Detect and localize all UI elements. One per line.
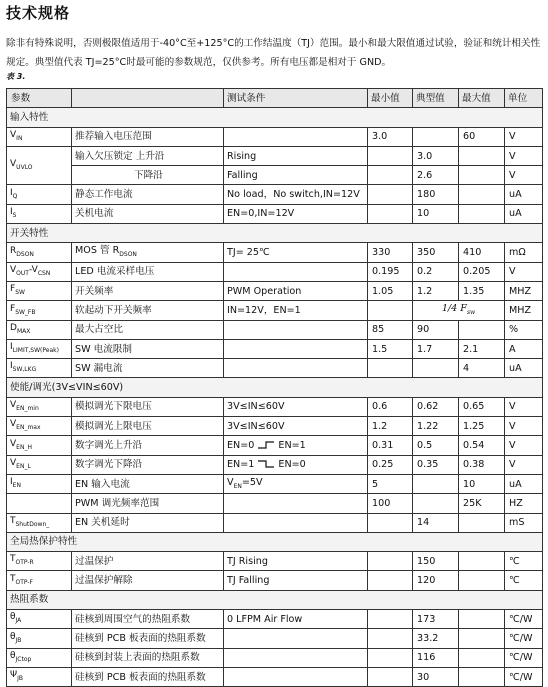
max-value: 1.25: [459, 417, 505, 436]
param-symbol: [7, 667, 72, 686]
sym-sub: ShutDown_: [15, 520, 50, 528]
max-value: [459, 185, 505, 204]
unit-value: ℃: [505, 552, 543, 571]
min-value: [368, 301, 413, 320]
sym-sub: Q: [12, 192, 18, 200]
sym-main: θ: [10, 612, 16, 623]
sym-main: θ: [10, 631, 16, 642]
sym-sub: JB: [17, 674, 23, 682]
typ-value: 120: [413, 571, 459, 590]
test-cond: IN=12V，EN=1: [224, 301, 368, 320]
min-value: 0.31: [368, 436, 413, 455]
sym-main: I: [10, 207, 13, 218]
min-value: 85: [368, 320, 413, 339]
unit-value: V: [505, 417, 543, 436]
table-row: [7, 417, 543, 436]
sym-sub: S: [12, 211, 17, 219]
param-desc: 推荐输入电压范围: [72, 127, 224, 146]
sym-main-2: -V: [28, 264, 38, 275]
typ-value: 33.2: [413, 629, 459, 648]
typ-value: [413, 359, 459, 378]
header-typ: 典型值: [413, 89, 459, 108]
typ-value: 180: [413, 185, 459, 204]
sym-sub: EN_max: [16, 424, 41, 432]
min-value: [368, 359, 413, 378]
param-desc: 关机电流: [72, 204, 224, 223]
sym-sub: OTP-R: [15, 559, 34, 567]
cond-before: EN=0: [227, 439, 255, 451]
param-symbol: [7, 436, 72, 455]
min-value: [368, 146, 413, 165]
param-symbol: [7, 494, 72, 513]
table-row: [7, 474, 543, 493]
test-cond: [224, 629, 368, 648]
section-row: [7, 378, 543, 397]
sym-main: T: [10, 573, 16, 584]
typ-value: 1.2: [413, 281, 459, 300]
sym-main: R: [10, 245, 17, 256]
max-value: [459, 629, 505, 648]
section-row: [7, 224, 543, 243]
min-value: [368, 610, 413, 629]
unit-value: V: [505, 166, 543, 185]
table-row: [7, 243, 543, 262]
header-cond: 测试条件: [224, 89, 368, 108]
param-symbol: [7, 262, 72, 281]
min-value: 0.6: [368, 397, 413, 416]
sym-main: I: [10, 361, 13, 372]
typ-value: 0.35: [413, 455, 459, 474]
param-symbol: [7, 146, 72, 185]
table-label: 表 3.: [6, 72, 26, 81]
intro-paragraph: 除非有特殊说明，否则极限值适用于-40°C至+125°C的工作结温度（TJ）范围。最小和最大限值通过试验，验证和统计相关性规定。典型值代表 TJ=25°C时最可能的参数规范，仅供参考。所有电压都是相对于 GND。: [6, 38, 541, 68]
typ-value: 90: [413, 320, 459, 339]
max-value: 25K: [459, 494, 505, 513]
test-cond: TJ Falling: [224, 571, 368, 590]
typ-value: [413, 494, 459, 513]
sym-sub: EN_min: [16, 404, 39, 412]
max-value: 0.65: [459, 397, 505, 416]
param-desc: 下降沿: [72, 166, 224, 185]
table-row: [7, 166, 543, 185]
unit-value: ℃/W: [505, 610, 543, 629]
table-row: [7, 320, 543, 339]
sym-main: Ψ: [10, 670, 18, 681]
min-value: 1.5: [368, 339, 413, 358]
sym-main: T: [10, 554, 16, 565]
table-row: [7, 455, 543, 474]
spec-table: [6, 88, 543, 687]
min-value: 3.0: [368, 127, 413, 146]
section-title: 输入特性: [7, 108, 543, 127]
unit-value: mS: [505, 513, 543, 532]
section-title: 热阻系数: [7, 590, 543, 609]
cond-before: EN=1: [227, 459, 255, 471]
test-cond: 3V≤IN≤60V: [224, 417, 368, 436]
sym-sub: UVLO: [16, 163, 33, 171]
table-row: [7, 552, 543, 571]
unit-value: V: [505, 436, 543, 455]
sym-main: V: [10, 158, 17, 169]
table-row: [7, 629, 543, 648]
min-value: 330: [368, 243, 413, 262]
sym-sub: OTP-F: [15, 578, 33, 586]
min-value: [368, 513, 413, 532]
typ-value: [413, 127, 459, 146]
param-symbol: [7, 281, 72, 300]
param-desc: SW 电流限制: [72, 339, 224, 358]
max-value: 410: [459, 243, 505, 262]
header-max: 最大值: [459, 89, 505, 108]
min-value: 0.195: [368, 262, 413, 281]
sym-main: V: [10, 400, 17, 410]
typ-value: 173: [413, 610, 459, 629]
sym-sub: IN: [16, 134, 23, 142]
max-value: 2.1: [459, 339, 505, 358]
param-desc: SW 漏电流: [72, 359, 224, 378]
param-symbol: [7, 455, 72, 474]
typ-value: [413, 301, 505, 320]
max-value: [459, 513, 505, 532]
sym-sub: SW: [15, 289, 25, 297]
table-row: [7, 648, 543, 667]
min-value: [368, 166, 413, 185]
min-value: [368, 648, 413, 667]
param-desc: PWM 调光频率范围: [72, 494, 224, 513]
section-row: [7, 532, 543, 551]
param-desc: 硅核到 PCB 板表面的热阻系数: [72, 667, 224, 686]
min-value: 1.05: [368, 281, 413, 300]
test-cond: No load，No switch,IN=12V: [224, 185, 368, 204]
max-value: [459, 667, 505, 686]
param-symbol: [7, 417, 72, 436]
unit-value: V: [505, 127, 543, 146]
test-cond: [224, 513, 368, 532]
param-desc: 开关频率: [72, 281, 224, 300]
max-value: 1.35: [459, 281, 505, 300]
section-title: 全局热保护特性: [7, 532, 543, 551]
typ-value: 30: [413, 667, 459, 686]
param-desc: 最大占空比: [72, 320, 224, 339]
min-value: 0.25: [368, 455, 413, 474]
min-value: [368, 552, 413, 571]
table-row: [7, 667, 543, 686]
cond-tail: =5V: [241, 476, 263, 488]
test-cond: TJ= 25℃: [224, 243, 368, 262]
param-symbol: [7, 610, 72, 629]
param-symbol: [7, 320, 72, 339]
max-value: [459, 648, 505, 667]
section-row: [7, 108, 543, 127]
sym-main: F: [10, 284, 16, 295]
typ-value: 0.2: [413, 262, 459, 281]
min-value: [368, 667, 413, 686]
unit-value: V: [505, 262, 543, 281]
table-row: [7, 204, 543, 223]
param-symbol: [7, 648, 72, 667]
test-cond: [224, 262, 368, 281]
typ-main: 1/4 F: [441, 302, 467, 314]
param-symbol: [7, 185, 72, 204]
unit-value: V: [505, 455, 543, 474]
table-row: [7, 494, 543, 513]
typ-value: 14: [413, 513, 459, 532]
param-desc: LED 电流采样电压: [72, 262, 224, 281]
table-row: [7, 301, 543, 320]
unit-value: uA: [505, 474, 543, 493]
test-cond: [224, 320, 368, 339]
page-title: 技术规格: [6, 4, 71, 22]
typ-value: 10: [413, 204, 459, 223]
section-row: [7, 590, 543, 609]
unit-value: HZ: [505, 494, 543, 513]
sym-sub: SW,LKG: [12, 366, 37, 374]
cond-sub: EN: [233, 482, 242, 490]
sym-main: V: [10, 457, 17, 468]
param-symbol: [7, 359, 72, 378]
param-desc: 硅核到封装上表面的热阻系数: [72, 648, 224, 667]
unit-value: ℃/W: [505, 629, 543, 648]
unit-value: ℃/W: [505, 648, 543, 667]
param-desc: 软起动下开关频率: [72, 301, 224, 320]
param-desc: 硅核到周围空气的热阻系数: [72, 610, 224, 629]
max-value: [459, 166, 505, 185]
test-cond: [224, 127, 368, 146]
param-symbol: [7, 474, 72, 493]
sym-sub: EN: [12, 481, 21, 489]
param-desc: EN 输入电流: [72, 474, 224, 493]
table-row: [7, 185, 543, 204]
min-value: [368, 204, 413, 223]
sym-sub-2: CSN: [37, 269, 51, 277]
table-row: [7, 513, 543, 532]
sym-main: I: [10, 477, 13, 488]
sym-main: θ: [10, 650, 16, 661]
typ-value: 1.7: [413, 339, 459, 358]
header-blank: [72, 89, 224, 108]
test-cond: TJ Rising: [224, 552, 368, 571]
min-value: [368, 629, 413, 648]
test-cond: [224, 648, 368, 667]
test-cond: Falling: [224, 166, 368, 185]
param-desc: 输入欠压锁定 上升沿: [72, 146, 224, 165]
test-cond: 0 LFPM Air Flow: [224, 610, 368, 629]
cond-after: EN=1: [278, 439, 306, 451]
param-symbol: [7, 204, 72, 223]
test-cond: [224, 494, 368, 513]
unit-value: %: [505, 320, 543, 339]
param-desc: 模拟调光上限电压: [72, 417, 224, 436]
param-desc: 数字调光上升沿: [72, 436, 224, 455]
min-value: [368, 571, 413, 590]
max-value: [459, 552, 505, 571]
sym-main: I: [10, 187, 13, 198]
sym-main: F: [10, 303, 16, 314]
sym-sub: EN_H: [16, 443, 32, 451]
param-desc: 过温保护: [72, 552, 224, 571]
table-row: [7, 359, 543, 378]
rising-edge-icon: [257, 440, 275, 450]
typ-value: 2.6: [413, 166, 459, 185]
unit-value: V: [505, 397, 543, 416]
max-value: [459, 610, 505, 629]
typ-value: 350: [413, 243, 459, 262]
table-row: [7, 339, 543, 358]
unit-value: MHZ: [505, 281, 543, 300]
table-row: [7, 127, 543, 146]
sym-sub: DSON: [16, 250, 34, 258]
table-row: [7, 262, 543, 281]
header-param: 参数: [7, 89, 72, 108]
unit-value: ℃/W: [505, 667, 543, 686]
test-cond: [224, 455, 368, 474]
desc-main: MOS 管 R: [75, 245, 120, 257]
test-cond: [224, 359, 368, 378]
test-cond: [224, 339, 368, 358]
sym-main: V: [10, 129, 17, 140]
unit-value: ℃: [505, 571, 543, 590]
param-desc: 模拟调光下限电压: [72, 397, 224, 416]
param-symbol: [7, 571, 72, 590]
unit-value: uA: [505, 204, 543, 223]
table-row: [7, 610, 543, 629]
sym-sub: MAX: [16, 327, 31, 335]
sym-main: I: [10, 342, 13, 353]
max-value: [459, 320, 505, 339]
test-cond: Rising: [224, 146, 368, 165]
typ-value: 150: [413, 552, 459, 571]
max-value: 0.38: [459, 455, 505, 474]
param-desc: [72, 243, 224, 262]
unit-value: mΩ: [505, 243, 543, 262]
typ-value: 116: [413, 648, 459, 667]
unit-value: A: [505, 339, 543, 358]
sym-sub: JCtop: [15, 655, 32, 663]
table-row: [7, 397, 543, 416]
sym-sub: SW_FB: [15, 308, 36, 316]
cond-main: V: [227, 476, 234, 488]
test-cond: [224, 474, 368, 493]
header-min: 最小值: [368, 89, 413, 108]
min-value: 1.2: [368, 417, 413, 436]
table-row: [7, 146, 543, 165]
min-value: [368, 185, 413, 204]
test-cond: 3V≤IN≤60V: [224, 397, 368, 416]
param-desc: 数字调光下降沿: [72, 455, 224, 474]
section-title: 开关特性: [7, 224, 543, 243]
param-desc: 静态工作电流: [72, 185, 224, 204]
test-cond: [224, 667, 368, 686]
param-desc: EN 关机延时: [72, 513, 224, 532]
sym-sub: OUT: [16, 269, 29, 277]
typ-value: [413, 474, 459, 493]
unit-value: V: [505, 146, 543, 165]
desc-sub: DSON: [119, 250, 137, 258]
param-symbol: [7, 339, 72, 358]
param-desc: 过温保护解除: [72, 571, 224, 590]
table-row: [7, 436, 543, 455]
unit-value: MHZ: [505, 301, 543, 320]
param-symbol: [7, 243, 72, 262]
sym-main: V: [10, 419, 17, 430]
param-symbol: [7, 397, 72, 416]
param-desc: 硅核到 PCB 板表面的热阻系数: [72, 629, 224, 648]
max-value: [459, 204, 505, 223]
table-row: [7, 281, 543, 300]
cond-after: EN=0: [278, 459, 306, 471]
param-symbol: [7, 629, 72, 648]
typ-value: 0.5: [413, 436, 459, 455]
max-value: [459, 571, 505, 590]
max-value: 0.205: [459, 262, 505, 281]
max-value: [459, 146, 505, 165]
table-row: [7, 571, 543, 590]
test-cond: [224, 436, 368, 455]
max-value: 60: [459, 127, 505, 146]
sym-sub: LIMIT,SW(Peak): [12, 346, 59, 354]
sym-main: V: [10, 264, 17, 275]
param-symbol: [7, 301, 72, 320]
typ-value: 0.62: [413, 397, 459, 416]
test-cond: PWM Operation: [224, 281, 368, 300]
sym-main: D: [10, 322, 17, 333]
max-value: 10: [459, 474, 505, 493]
min-value: 100: [368, 494, 413, 513]
section-title: 使能/调光(3V≤VIN≤60V): [7, 378, 543, 397]
sym-sub: EN_L: [16, 462, 31, 470]
typ-value: 3.0: [413, 146, 459, 165]
min-value: 5: [368, 474, 413, 493]
test-cond: EN=0,IN=12V: [224, 204, 368, 223]
max-value: 4: [459, 359, 505, 378]
sym-sub: JA: [15, 617, 22, 625]
table-header-row: [7, 89, 543, 108]
param-symbol: [7, 513, 72, 532]
sym-main: V: [10, 438, 17, 449]
unit-value: uA: [505, 185, 543, 204]
param-symbol: [7, 552, 72, 571]
max-value: 0.54: [459, 436, 505, 455]
typ-value: 1.22: [413, 417, 459, 436]
sym-main: T: [10, 515, 16, 526]
sym-sub: JB: [15, 636, 22, 644]
falling-edge-icon: [257, 459, 275, 469]
header-unit: 单位: [505, 89, 543, 108]
unit-value: uA: [505, 359, 543, 378]
typ-sub: sw: [466, 308, 476, 316]
param-symbol: [7, 127, 72, 146]
